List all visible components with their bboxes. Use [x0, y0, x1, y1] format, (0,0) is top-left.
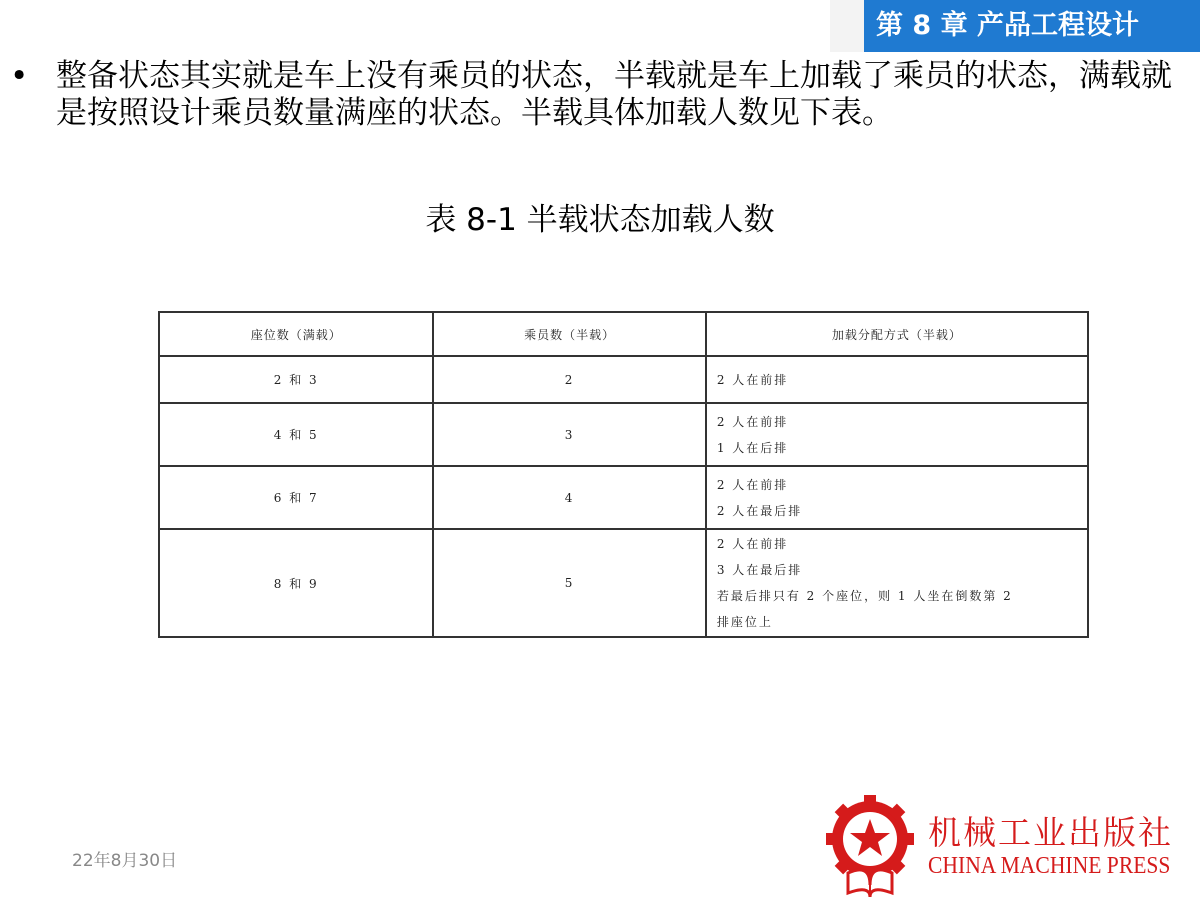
chapter-header [830, 0, 1200, 52]
cell-distribution [706, 529, 1088, 637]
body-text: 整备状态其实就是车上没有乘员的状态，半载就是车上加载了乘员的状态，满载就是按照设计乘员数量满座的状态。半载具体加载人数见下表。 [56, 58, 1172, 131]
cell-passengers: 5 [433, 529, 705, 637]
gear-star-book-icon [820, 793, 920, 898]
cell-distribution [706, 466, 1088, 529]
distribution-line: 排座位上 [716, 615, 773, 629]
cell-seats: 4 和 5 [159, 403, 433, 466]
table-row [159, 529, 1088, 637]
distribution-line: 2 人在前排 [716, 537, 789, 551]
cell-passengers: 4 [433, 466, 705, 529]
table-caption: 表 8-1 半载状态加载人数 [425, 202, 775, 238]
distribution-line: 2 人在最后排 [716, 503, 803, 518]
publisher-logo [820, 793, 1200, 898]
chapter-header-accent [830, 0, 864, 52]
distribution-line: 2 人在前排 [716, 414, 789, 429]
header-seats: 座位数（满载） [159, 312, 433, 356]
cell-seats: 2 和 3 [159, 356, 433, 403]
distribution-line: 1 人在后排 [716, 440, 789, 455]
cell-seats: 6 和 7 [159, 466, 433, 529]
publisher-name-en: CHINA MACHINE PRESS [928, 853, 1171, 879]
bullet-icon: • [10, 58, 29, 94]
table-row [159, 356, 1088, 403]
publisher-name-cn: 机械工业出版社 [928, 813, 1173, 852]
half-load-table [158, 311, 1089, 638]
distribution-line: 若最后排只有 2 个座位，则 1 人坐在倒数第 2 [716, 589, 1013, 603]
header-distribution: 加载分配方式（半载） [706, 312, 1088, 356]
cell-passengers: 3 [433, 403, 705, 466]
chapter-title: 第 8 章 产品工程设计 [864, 0, 1200, 52]
distribution-line: 2 人在前排 [716, 372, 789, 387]
distribution-line: 2 人在前排 [716, 477, 789, 492]
cell-distribution [706, 356, 1088, 403]
cell-passengers: 2 [433, 356, 705, 403]
cell-seats: 8 和 9 [159, 529, 433, 637]
header-passengers: 乘员数（半载） [433, 312, 705, 356]
distribution-line: 3 人在最后排 [716, 563, 803, 577]
table-header-row [159, 312, 1088, 356]
table-row [159, 403, 1088, 466]
bullet-paragraph [10, 58, 1180, 132]
table-row [159, 466, 1088, 529]
slide-date: 22年8月30日 [72, 851, 178, 871]
cell-distribution [706, 403, 1088, 466]
